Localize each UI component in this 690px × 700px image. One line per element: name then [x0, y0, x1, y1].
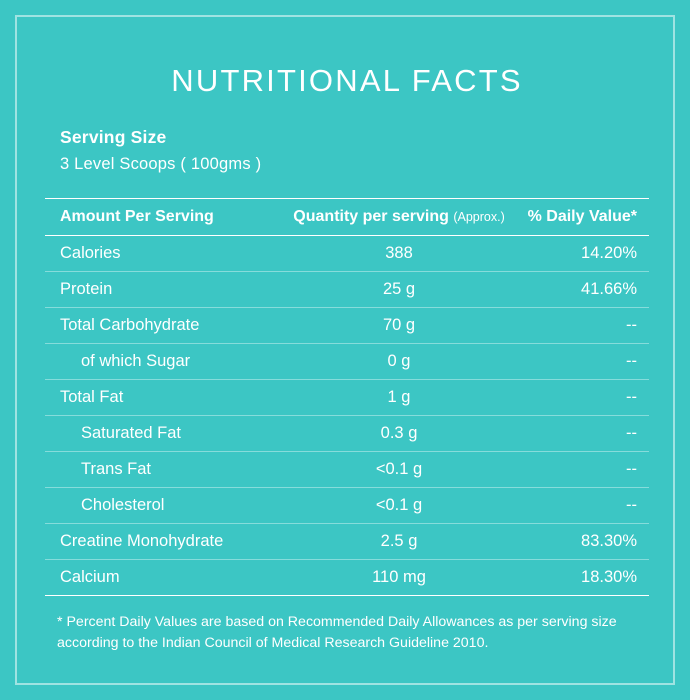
- page-title: NUTRITIONAL FACTS: [171, 63, 523, 98]
- nutrient-quantity: 0 g: [293, 344, 504, 380]
- nutrient-quantity: 70 g: [293, 308, 504, 344]
- nutrient-quantity: 2.5 g: [293, 524, 504, 560]
- table-row: [45, 452, 649, 488]
- nutrient-daily-value: --: [505, 452, 649, 488]
- table-row: [45, 524, 649, 560]
- nutrient-name: Trans Fat: [45, 452, 293, 488]
- table-row: [45, 416, 649, 452]
- table-row: [45, 560, 649, 596]
- table-row: [45, 344, 649, 380]
- column-header-amount: Amount Per Serving: [45, 199, 293, 236]
- nutrient-name: Saturated Fat: [45, 416, 293, 452]
- nutrient-name: Protein: [45, 272, 293, 308]
- nutrient-daily-value: 18.30%: [505, 560, 649, 596]
- nutrient-quantity: 25 g: [293, 272, 504, 308]
- nutrient-name: Total Fat: [45, 380, 293, 416]
- nutrient-daily-value: 14.20%: [505, 236, 649, 272]
- nutrient-quantity: 388: [293, 236, 504, 272]
- table-row: [45, 488, 649, 524]
- nutrient-daily-value: --: [505, 380, 649, 416]
- serving-size-label: Serving Size: [60, 127, 167, 147]
- nutrient-quantity: <0.1 g: [293, 488, 504, 524]
- column-header-quantity-text: Quantity per serving: [293, 208, 449, 225]
- column-header-quantity: [293, 199, 504, 236]
- table-row: [45, 380, 649, 416]
- nutrition-table-header: [45, 199, 649, 236]
- nutrient-daily-value: 83.30%: [505, 524, 649, 560]
- nutrient-daily-value: --: [505, 344, 649, 380]
- serving-size-block: [45, 127, 649, 174]
- nutrient-daily-value: --: [505, 416, 649, 452]
- nutrient-daily-value: --: [505, 308, 649, 344]
- nutrition-table: [45, 198, 649, 596]
- nutrient-name: Cholesterol: [45, 488, 293, 524]
- nutrient-quantity: 110 mg: [293, 560, 504, 596]
- table-row: [45, 236, 649, 272]
- nutrition-table-body: [45, 236, 649, 596]
- footnote: * Percent Daily Values are based on Recommended Daily Allowances as per serving size according to the Indian Council of Medical Research Guideline 2010.: [57, 614, 617, 651]
- nutrient-quantity: <0.1 g: [293, 452, 504, 488]
- nutrient-daily-value: 41.66%: [505, 272, 649, 308]
- nutrient-name: Total Carbohydrate: [45, 308, 293, 344]
- nutrient-quantity: 1 g: [293, 380, 504, 416]
- table-row: [45, 272, 649, 308]
- nutrient-name: of which Sugar: [45, 344, 293, 380]
- column-header-daily-value-text: % Daily Value: [527, 208, 631, 225]
- nutrient-name: Calcium: [45, 560, 293, 596]
- serving-size-value: 3 Level Scoops ( 100gms ): [60, 155, 262, 173]
- table-row: [45, 308, 649, 344]
- nutrient-quantity: 0.3 g: [293, 416, 504, 452]
- nutrition-label-content: [45, 43, 649, 661]
- nutrient-daily-value: --: [505, 488, 649, 524]
- nutrient-name: Creatine Monohydrate: [45, 524, 293, 560]
- column-header-quantity-note: (Approx.): [453, 210, 505, 224]
- nutrition-label-panel: [15, 15, 675, 685]
- nutrient-name: Calories: [45, 236, 293, 272]
- table-header-row: [45, 199, 649, 236]
- column-header-daily-value: [505, 199, 649, 236]
- column-header-daily-value-star: *: [630, 208, 637, 225]
